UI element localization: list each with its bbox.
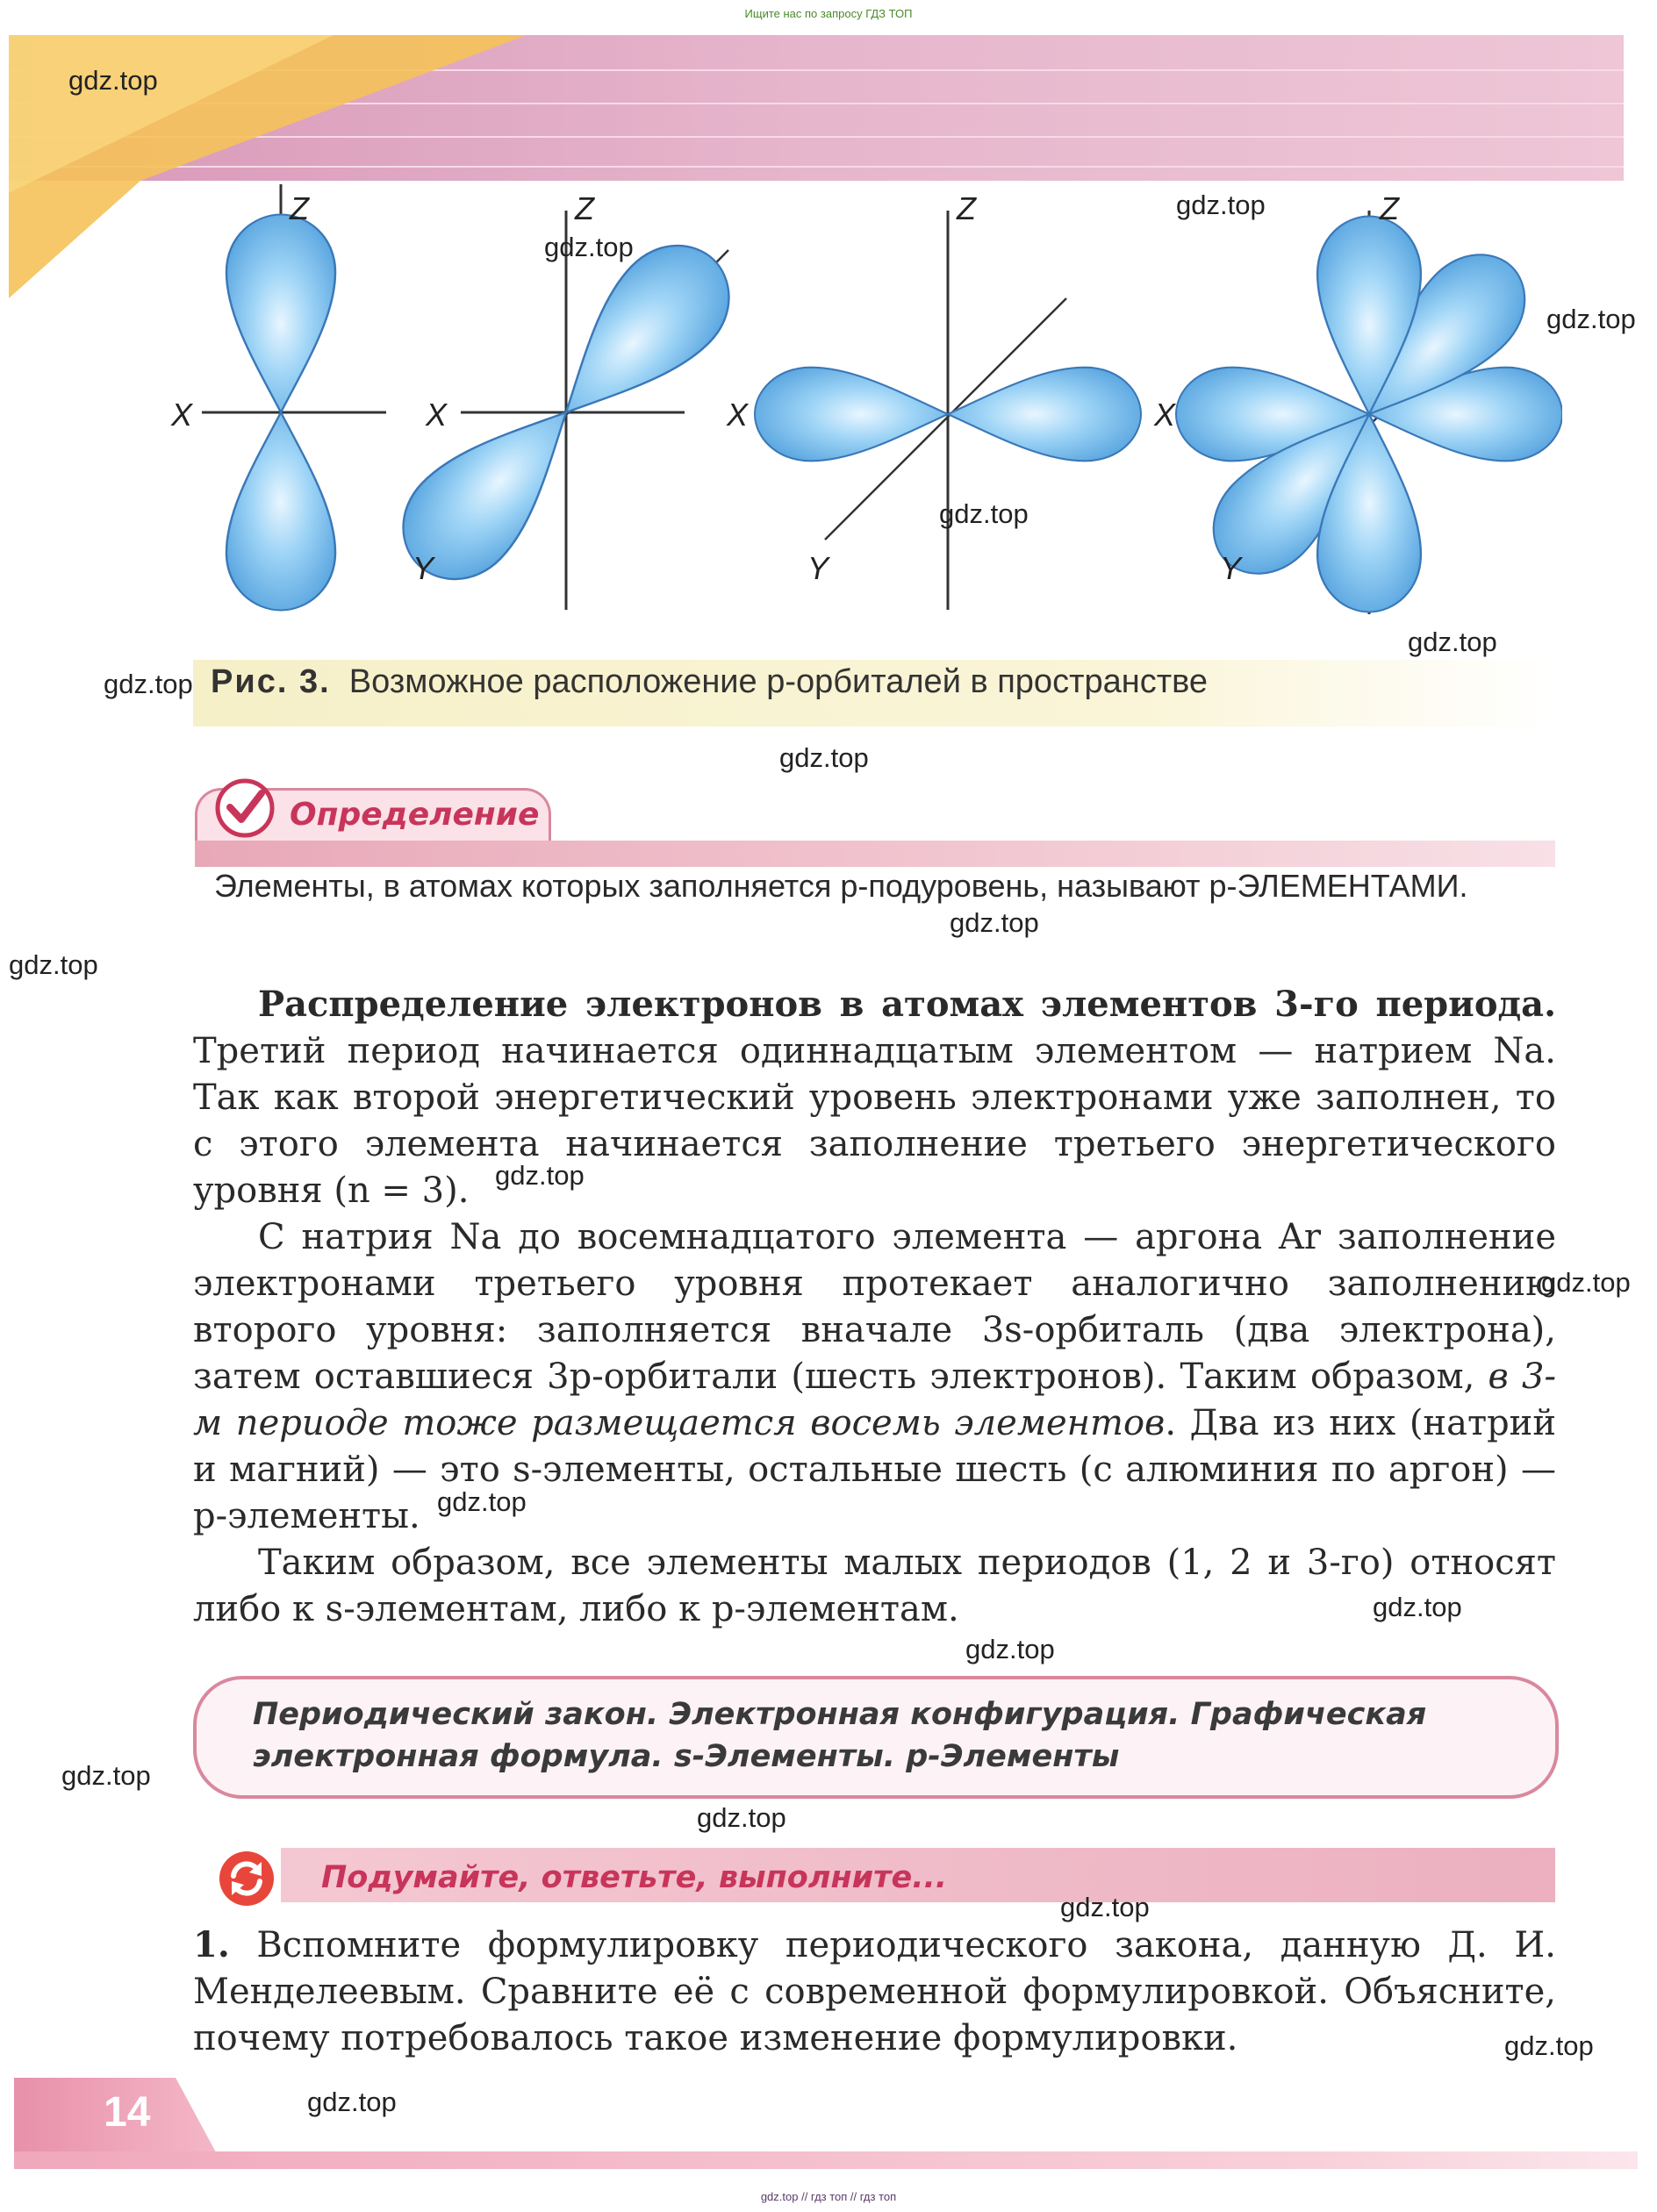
question-1: [193, 1922, 1556, 2062]
definition-title: Определение: [290, 797, 540, 833]
axis-label-y: Y: [1220, 550, 1242, 586]
paragraph-3: Таким образом, все элементы малых периодов (1, 2 и 3-го) относят либо к s-элементам, либо к p-элементам.: [193, 1543, 1556, 1629]
watermark: gdz.top: [61, 1760, 151, 1791]
body-text: [193, 981, 1556, 1633]
caption-label: Рис. 3.: [211, 663, 331, 700]
paragraph-1: [193, 981, 1556, 1214]
watermark: gdz.top: [544, 232, 634, 262]
top-search-note: Ищите нас по запросу ГДЗ ТОП: [744, 7, 913, 20]
questions-title: Подумайте, ответьте, выполните...: [321, 1860, 948, 1895]
p-orbitals-figure: [158, 184, 1562, 641]
definition-text: Элементы, в атомах которых заполняется p-подуровень, называют p-ЭЛЕМЕНТАМИ.: [214, 868, 1468, 904]
watermark: gdz.top: [965, 1634, 1055, 1664]
watermark: gdz.top: [1504, 2030, 1594, 2061]
watermark: gdz.top: [1541, 1267, 1631, 1298]
axis-label-z: Z: [1380, 190, 1399, 226]
watermark: gdz.top: [1060, 1892, 1150, 1922]
refresh-icon: [218, 1850, 276, 1908]
watermark: gdz.top: [697, 1802, 786, 1833]
watermark: gdz.top: [1546, 304, 1636, 334]
watermark: gdz.top: [1176, 190, 1266, 220]
page-number: 14: [104, 2089, 151, 2136]
watermark: gdz.top: [1373, 1592, 1462, 1622]
keywords-text: Периодический закон. Электронная конфигурация. Графическая электронная формула. s-Элементы. p-Элементы: [253, 1697, 1427, 1774]
figure-caption: [211, 663, 1208, 701]
question-1-text: Вспомните формулировку периодического закона, данную Д. И. Менделеевым. Сравните её с современной формулировкой. Объясните, почему потребовалось такое изменение формулировки.: [193, 1925, 1556, 2058]
question-1-number: 1.: [193, 1924, 230, 1965]
section-heading: Распределение электронов в атомах элементов 3-го периода.: [258, 984, 1556, 1025]
watermark: gdz.top: [68, 65, 158, 96]
axis-label-z: Z: [575, 190, 594, 226]
caption-text: Возможное расположение p-орбиталей в пространстве: [348, 663, 1209, 700]
axis-label-y: Y: [807, 550, 829, 586]
bottom-band: [14, 2151, 1638, 2169]
axis-label-z: Z: [957, 190, 976, 226]
axis-label-x: X: [171, 397, 193, 433]
watermark: gdz.top: [950, 907, 1039, 938]
watermark: gdz.top: [437, 1486, 527, 1517]
watermark: gdz.top: [495, 1160, 585, 1191]
watermark: gdz.top: [779, 742, 869, 773]
paragraph-1-text: Третий период начинается одиннадцатым элементом — натрием Na. Так как второй энергетический уровень электронами уже заполнен, то с этого элемента начинается заполнение третьего энергетического уровня (n = 3).: [193, 1031, 1556, 1211]
paragraph-2: [193, 1214, 1556, 1540]
watermark: gdz.top: [1408, 626, 1497, 657]
paragraph-2-end: . Два из них (натрий и магний) — это s-элементы, остальные шесть (с алюминия по аргон) — p-элементы.: [193, 1403, 1556, 1536]
watermark: gdz.top: [307, 2087, 397, 2117]
definition-band: [195, 841, 1555, 867]
checkmark-icon: [214, 777, 276, 839]
watermark: gdz.top: [9, 949, 98, 980]
orbital-pz: [202, 184, 386, 611]
axis-label-x: X: [426, 397, 448, 433]
axis-label-x: X: [727, 397, 749, 433]
watermark: gdz.top: [104, 669, 193, 699]
axis-label-y: Y: [412, 550, 434, 586]
axis-label-z: Z: [290, 190, 309, 226]
axis-label-x: X: [1154, 397, 1176, 433]
paragraph-2-start: С натрия Na до восемнадцатого элемента — аргона Ar заполнение электронами третьего уровня протекает аналогично заполнению второго уровня: заполняется вначале 3s-орбиталь (два электрона), затем оставшиеся 3p-орбитали (шесть электронов). Таким образом,: [193, 1217, 1556, 1397]
watermark: gdz.top: [939, 498, 1029, 529]
bottom-note: gdz.top // гдз топ // гдз топ: [760, 2190, 897, 2203]
paragraph-2-italic: в 3-м периоде тоже размещается восемь элементов: [193, 1357, 1557, 1443]
